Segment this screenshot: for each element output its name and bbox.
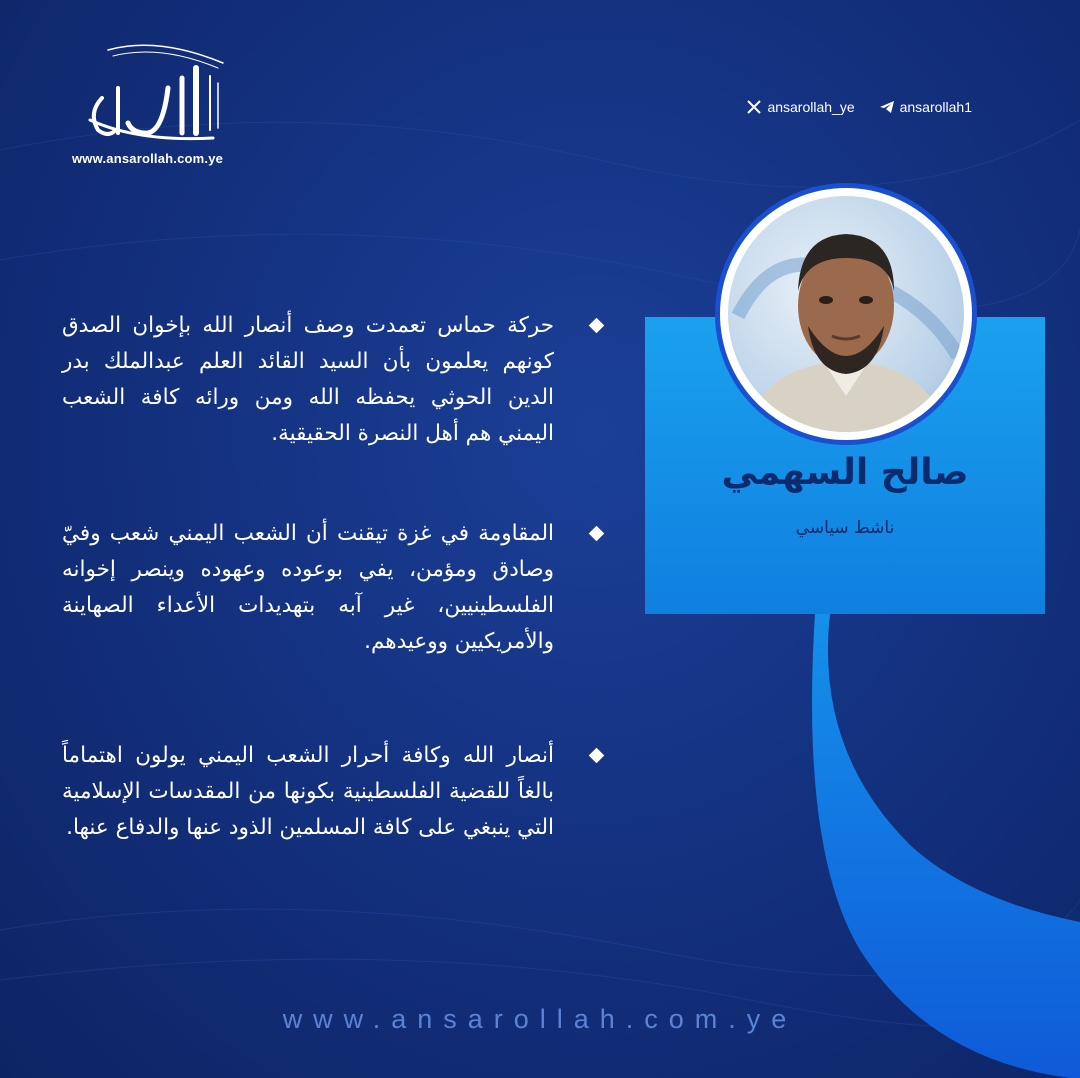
social-telegram-label: ansarollah1 [899,99,972,115]
ansarollah-logo [70,38,230,178]
portrait-illustration [728,196,964,432]
social-x-label: ansarollah_ye [767,99,855,115]
diamond-bullet-icon [589,526,605,542]
statement-text: حركة حماس تعمدت وصف أنصار الله بإخوان الصدق كونهم يعلمون بأن السيد القائد العلم عبدالملك بدر الدين الحوثي يحفظه الله ومن ورائه كافة الشعب اليمني هم أهل النصرة الحقيقية. [62,313,554,446]
statement-text: أنصار الله وكافة أحرار الشعب اليمني يولون اهتماماً بالغاً للقضية الفلسطينية بكونها من المقدسات الإسلامية التي ينبغي على كافة المسلمين الذود عنها والدفاع عنها. [62,743,554,840]
social-telegram[interactable] [879,99,972,115]
social-x[interactable] [746,99,854,115]
statement-item [62,738,602,846]
person-role: ناشط سياسي [795,518,895,538]
x-icon [746,99,762,115]
profile-photo [728,196,964,432]
logo-calligraphy [78,38,228,148]
telegram-icon [879,99,895,115]
statement-item [62,516,602,660]
social-handles [746,99,972,115]
logo-url: www.ansarollah.com.ye [72,151,224,166]
footer-url[interactable]: www.ansarollah.com.ye [282,1004,798,1034]
statement-text: المقاومة في غزة تيقنت أن الشعب اليمني شعب وفيّ وصادق ومؤمن، يفي بوعوده وعهوده وينصر إخوانه الفلسطينيين، غير آبه بتهديدات الأعداء الصهاينة والأمريكيين ووعيدهم. [62,521,554,654]
profile-photo-frame [720,188,972,440]
diamond-bullet-icon [589,748,605,764]
diamond-bullet-icon [589,318,605,334]
statement-item [62,308,602,452]
person-name: صالح السهمي [721,452,969,493]
